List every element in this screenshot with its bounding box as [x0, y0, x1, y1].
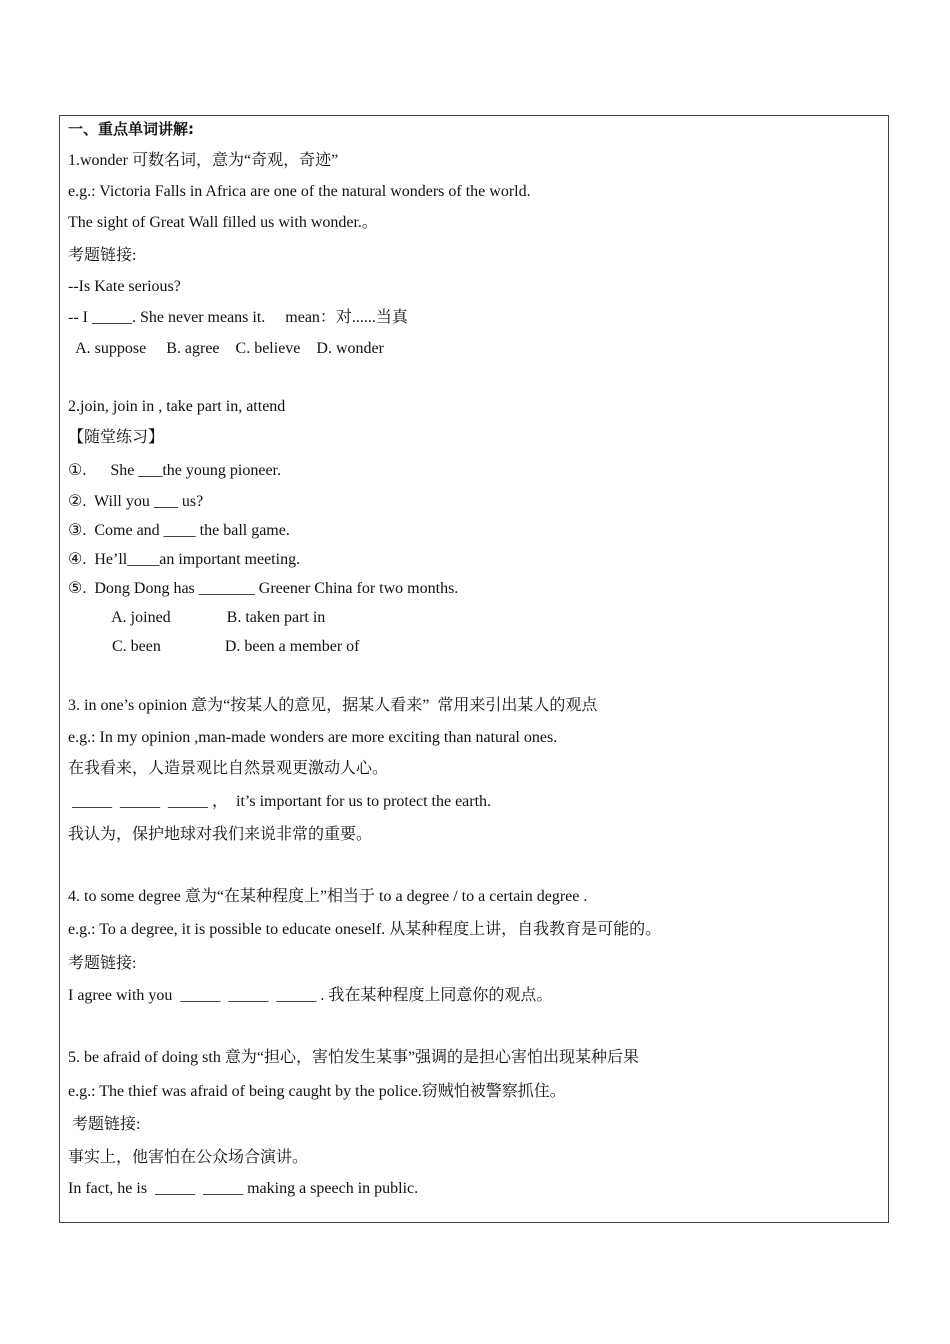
item3-heading: 3. in one’s opinion 意为“按某人的意见，据某人看来” 常用来引出某人的观点: [68, 697, 598, 714]
item1-example1: e.g.: Victoria Falls in Africa are one of the natural wonders of the world.: [68, 183, 531, 200]
item1-question-line2: -- I _____. She never means it. mean：对......当真: [68, 309, 408, 326]
item2-question3: ③. Come and ____ the ball game.: [68, 522, 290, 539]
item5-heading: 5. be afraid of doing sth 意为“担心，害怕发生某事”强调的是担心害怕出现某种后果: [68, 1049, 640, 1066]
item5-example: e.g.: The thief was afraid of being caught by the police.窃贼怕被警察抓住。: [68, 1083, 566, 1100]
item3-blank-translation: 我认为，保护地球对我们来说非常的重要。: [68, 826, 373, 843]
item1-example2: The sight of Great Wall filled us with wonder.。: [68, 214, 378, 231]
item2-question2: ②. Will you ___ us?: [68, 493, 204, 510]
item1-question-line1: --Is Kate serious?: [68, 278, 181, 295]
item4-heading: 4. to some degree 意为“在某种程度上”相当于 to a degree / to a certain degree .: [68, 888, 588, 905]
item3-blank-line: _____ _____ _____ ， it’s important for us to protect the earth.: [68, 793, 492, 810]
item1-heading: 1.wonder 可数名词，意为“奇观，奇迹”: [68, 152, 339, 169]
item5-translation: 事实上，他害怕在公众场合演讲。: [68, 1149, 309, 1166]
item4-blank-line: I agree with you _____ _____ _____ . 我在某种程度上同意你的观点。: [68, 987, 553, 1004]
item4-example: e.g.: To a degree, it is possible to educate oneself. 从某种程度上讲，自我教育是可能的。: [68, 921, 662, 938]
item4-link-label: 考题链接:: [68, 955, 137, 972]
item3-translation: 在我看来，人造景观比自然景观更激动人心。: [68, 760, 389, 777]
item2-options-row2: C. been D. been a member of: [68, 638, 360, 655]
item2-question4: ④. He’ll____an important meeting.: [68, 551, 301, 568]
item3-example: e.g.: In my opinion ,man-made wonders are more exciting than natural ones.: [68, 729, 558, 746]
item1-link-label: 考题链接:: [68, 247, 137, 264]
item2-heading: 2.join, join in , take part in, attend: [68, 398, 286, 415]
item5-blank-line: In fact, he is _____ _____ making a speech in public.: [68, 1180, 419, 1197]
item5-link-label: 考题链接:: [68, 1116, 141, 1133]
item2-options-row1: A. joined B. taken part in: [68, 609, 326, 626]
item1-options: A. suppose B. agree C. believe D. wonder: [68, 340, 384, 357]
item2-question1: ①. She ___the young pioneer.: [68, 462, 281, 479]
item2-question5: ⑤. Dong Dong has _______ Greener China for two months.: [68, 580, 459, 597]
item2-practice-label: 【随堂练习】: [68, 429, 165, 446]
section-title: 一、重点单词讲解:: [68, 120, 194, 138]
